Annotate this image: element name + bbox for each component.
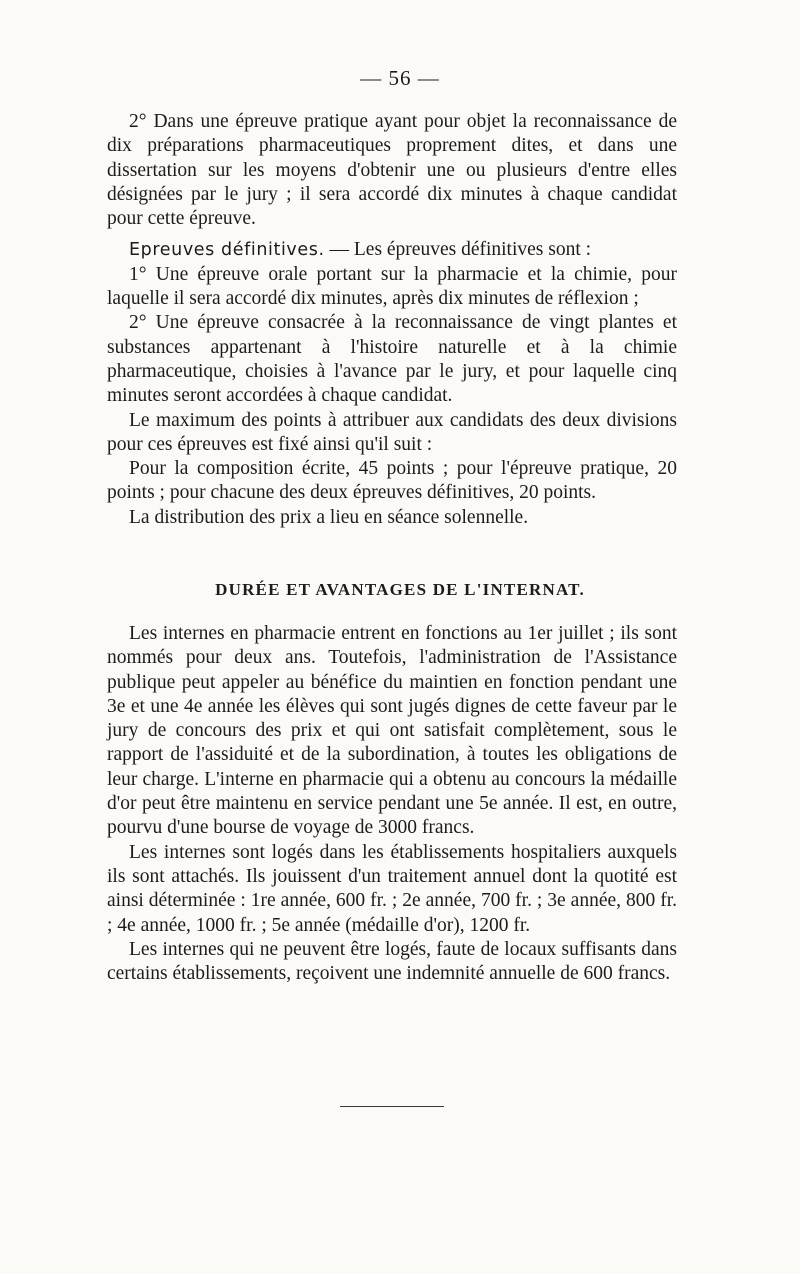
paragraph-final-exams-intro (107, 238, 677, 262)
page-number: — 56 — (360, 66, 440, 90)
paragraph-salary: Les internes sont logés dans les établissements hospitaliers auxquels ils sont attachés. Ils jouissent d'un traitement annuel dont la quotité est ainsi déterminée : 1re année, 600 fr. ; 2e année, 700 fr. ; 3e année, 800 fr. ; 4e année, 1000 fr. ; 5e année (médaille d'or), 1200 fr. (107, 841, 677, 936)
bottom-text-block (107, 622, 677, 986)
top-text-block (107, 110, 677, 530)
paragraph-points-maximum: Le maximum des points à attribuer aux candidats des deux divisions pour ces épreuves est fixé ainsi qu'il suit : (107, 409, 677, 455)
final-exams-heading: Epreuves définitives. (129, 240, 325, 261)
paragraph-housing-allowance: Les internes qui ne peuvent être logés, faute de locaux suffisants dans certains établissements, reçoivent une indemnité annuelle de 600 francs. (107, 938, 677, 985)
paragraph-practical-exam: 2° Dans une épreuve pratique ayant pour objet la reconnaissance de dix préparations pharmaceutiques proprement dites, et dans une dissertation sur les moyens d'obtenir une ou plusieurs d'entre elles désignées par le jury ; il sera accordé dix minutes à chaque candidat pour cette épreuve. (107, 111, 677, 230)
final-exams-intro-text: — Les épreuves définitives sont : (324, 239, 592, 261)
paragraph-points-breakdown: Pour la composition écrite, 45 points ; pour l'épreuve pratique, 20 points ; pour chacune des deux épreuves définitives, 20 points. (107, 458, 677, 504)
section-title: DURÉE ET AVANTAGES DE L'INTERNAT. (215, 580, 585, 599)
paragraph-oral-exam: 1° Une épreuve orale portant sur la pharmacie et la chimie, pour laquelle il sera accordé dix minutes, après dix minutes de réflexion ; (107, 263, 677, 310)
paragraph-internship-duration: Les internes en pharmacie entrent en fonctions au 1er juillet ; ils sont nommés pour deux ans. Toutefois, l'administration de l'Assistance publique peut appeler au bénéfice du maintien en fonction pendant une 3e et une 4e année les élèves qui sont jugés dignes de cette faveur par le jury de concours des prix et qui ont satisfait complètement, sous le rapport de l'assiduité et de la subordination, à toutes les obligations de leur charge. L'interne en pharmacie qui a obtenu au concours la médaille d'or peut être maintenu en service pendant une 5e année. Il est, en outre, pourvu d'une bourse de voyage de 3000 francs. (107, 623, 677, 839)
closing-rule (340, 1106, 444, 1107)
paragraph-recognition-exam: 2° Une épreuve consacrée à la reconnaissance de vingt plantes et substances appartenant à l'histoire naturelle et à la chimie pharmaceutique, choisies à l'avance par le jury, et pour laquelle cinq minutes seront accordées à chaque candidat. (107, 312, 677, 407)
paragraph-prize-distribution: La distribution des prix a lieu en séance solennelle. (129, 506, 529, 528)
